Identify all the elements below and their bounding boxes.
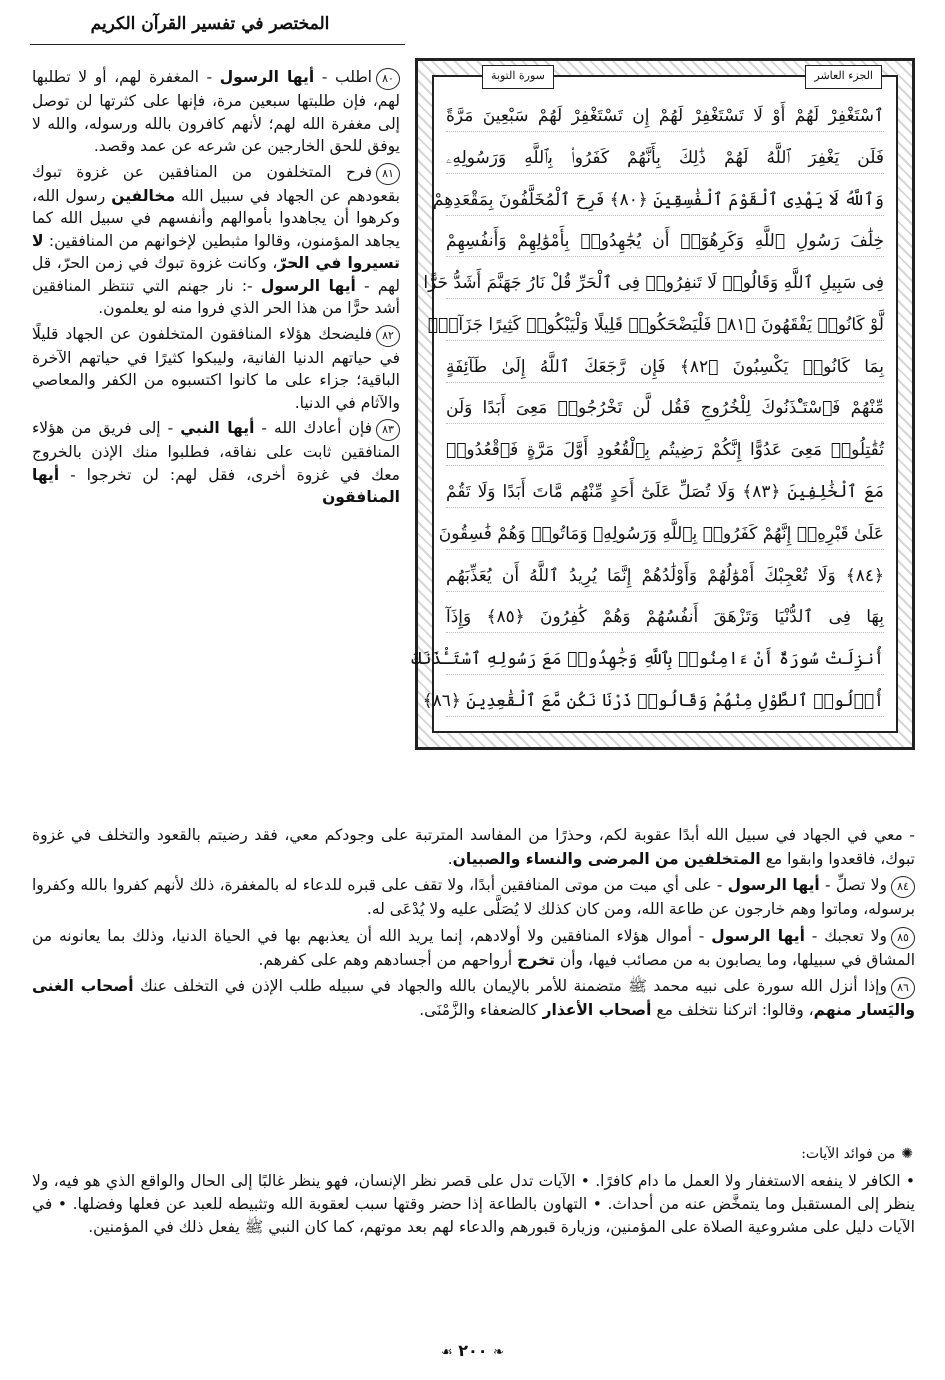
verse-line: وَٱللَّهُ لَا يَهْدِى ٱلْقَوْمَ ٱلْفَٰسِقِينَ ﴿٨٠﴾ فَرِحَ ٱلْمُخَلَّفُونَ بِمَقْعَدِهِمْ [446,185,884,216]
verse-number-badge: ٨٢ [376,325,400,347]
verse-line: فِى سَبِيلِ ٱللَّهِ وَقَالُوا۟ لَا تَنفِرُوا۟ فِى ٱلْحَرِّ قُلْ نَارُ جَهَنَّمَ أَشَدُّ حَرًّا [446,268,884,299]
book-title: المختصر في تفسير القرآن الكريم [90,14,330,34]
verse-line: ٱسْتَغْفِرْ لَهُمْ أَوْ لَا تَسْتَغْفِرْ لَهُمْ إِن تَسْتَغْفِرْ لَهُمْ سَبْعِينَ مَرَّةً [446,101,884,132]
tafsir-entry-80: ٨٠اطلب - أيها الرسول - المغفرة لهم، أو لا تطلبها لهم، فإن طلبتها سبعين مرة، فإنها على كثرتها لن توصل إلى مغفرة الله لهم؛ لأنهم كافرون بالله ورسوله، والله لا يوفق للحق الخارجين عن شرعه عن عمد وقصد. [32,68,400,155]
page-number: ❧ ٢٠٠ ☙ [440,1341,504,1360]
verse-line: ﴿٨٤﴾ وَلَا تُعْجِبْكَ أَمْوَٰلُهُمْ وَأَوْلَٰدُهُمْ إِنَّمَا يُرِيدُ ٱللَّهُ أَن يُعَذِّبَهُم [446,561,884,592]
verse-line: بِهَا فِى ٱلدُّنْيَا وَتَزْهَقَ أَنفُسُهُمْ وَهُمْ كَٰفِرُونَ ﴿٨٥﴾ وَإِذَآ [446,602,884,633]
verse-number-badge: ٨٠ [376,68,400,90]
benefits-title: من فوائد الآيات: [801,1146,896,1162]
verse-line: بِمَا كَانُوا۟ يَكْسِبُونَ ﴿٨٢﴾ فَإِن رَّجَعَكَ ٱللَّهُ إِلَىٰ طَآئِفَةٍ [446,352,884,383]
tafsir-entry-82: ٨٢فليضحك هؤلاء المنافقون المتخلفون عن الجهاد قليلًا في حياتهم الدنيا الفانية، وليبكوا كثيرًا في حياتهم الآخرة الباقية؛ جزاء على ما كانوا اكتسبوه من الكفر والمعاصي والآثام في الدنيا. [32,324,400,412]
tafsir-entry-81: ٨١فرح المتخلفون من المنافقين عن غزوة تبوك بقعودهم عن الجهاد في سبيل الله مخالفين رسول الله، وكرهوا أن يجاهدوا بأموالهم وأنفسهم في سبيل الله كما يجاهد المؤمنون، وقالوا مثبطين لإخوانهم من المنافقين: لا تسيروا في الحرّ، وكانت غزوة تبوك في زمن الحرّ، قل لهم - أيها الرسول -: نار جهنم التي تنتظر المنافقين أشد حرًّا من هذا الحر الذي فروا منه لو يعلمون. [32,162,400,317]
tafsir-entry-83-end: - معي في الجهاد في سبيل الله أبدًا عقوبة لكم، وحذرًا من المفاسد المترتبة على وجودكم معي، فقد رضيتم بالقعود والتخلف في غزوة تبوك، فاقعدوا وابقوا مع المتخلفين من المرضى والنساء والصبيان. [32,826,915,868]
verse-line: أُو۟لُوا۟ ٱلطَّوْلِ مِنْهُمْ وَقَالُوا۟ ذَرْنَا نَكُن مَّعَ ٱلْقَٰعِدِينَ ﴿٨٦﴾ [446,686,884,717]
verse-line: عَلَىٰ قَبْرِهِۦٓ إِنَّهُمْ كَفَرُوا۟ بِٱللَّهِ وَرَسُولِهِۦ وَمَاتُوا۟ وَهُمْ فَٰسِقُونَ [446,519,884,550]
quran-verses [411,101,884,717]
tafsir-entry-84: ٨٤ولا تصلِّ - أيها الرسول - على أي ميت من موتى المنافقين أبدًا، ولا تقف على قبره للدعاء له بالمغفرة، ذلك لأنهم كفروا بالله وكفروا برسوله، وماتوا وهم خارجون عن طاعة الله، ومن كان كذلك لا يُصَلَّى عليه ولا يُدْعَى له. [32,876,915,918]
flower-ornament-icon: ✺ [901,1146,913,1162]
verse-number-badge: ٨٣ [376,419,400,441]
ornament-icon: ❧ [493,1345,504,1360]
tafsir-full-width [32,824,915,1026]
verse-number-badge: ٨٥ [891,927,915,949]
verse-line: فَلَن يَغْفِرَ ٱللَّهُ لَهُمْ ذَٰلِكَ بِأَنَّهُمْ كَفَرُوا۟ بِٱللَّهِ وَرَسُولِهِۦ [446,143,884,174]
juz-label: الجزء العاشر [805,65,882,89]
verse-number-badge: ٨٤ [891,876,915,898]
tafsir-entry-85: ٨٥ولا تعجبك - أيها الرسول - أموال هؤلاء المنافقين ولا أولادهم، إنما يريد الله أن يعذبهم بها في الحياة الدنيا، وذلك بما يعانونه من المشاق في سبيلها، وما يصابون به من مصائب فيها، وأن تخرج أرواحهم من أجسادهم وهم على كفرهم. [32,926,915,969]
surah-label: سورة التوبة [482,65,554,89]
verse-line: لَّوْ كَانُوا۟ يَفْقَهُونَ ﴿٨١﴾ فَلْيَضْحَكُوا۟ قَلِيلًا وَلْيَبْكُوا۟ كَثِيرًا جَزَآءًۢ [446,310,884,341]
verse-number-badge: ٨٦ [891,977,915,999]
benefits-heading [801,1146,913,1162]
verse-line: أُنزِلَتْ سُورَةٌ أَنْ ءَامِنُوا۟ بِٱللَّهِ وَجَٰهِدُوا۟ مَعَ رَسُولِهِ ٱسْتَـْٔذَنَكَ [446,644,884,675]
verse-number-badge: ٨١ [376,163,400,185]
benefits-text: • الكافر لا ينفعه الاستغفار ولا العمل ما دام كافرًا. • الآيات تدل على قصر نظر الإنسان، فهو ينظر غالبًا إلى الحال والواقع الذي هو فيه، ولا ينظر إلى المستقبل وما يتمخَّض عنه من أحداث. • التهاون بالطاعة إذا حضر وقتها سبب لعقوبة الله وتثبيطه للعبد عن فعلها وفضلها. • في الآيات دليل على مشروعية الصلاة على المؤمنين، وزيارة قبورهم والدعاء لهم بعد موتهم، كما كان النبي ﷺ يفعل ذلك في المؤمنين. [32,1172,915,1236]
quran-frame [411,58,915,750]
tafsir-entry-83-start: ٨٣فإن أعادك الله - أيها النبي - إلى فريق من هؤلاء المنافقين ثابت على نفاقه، فطلبوا منك الإذن بالخروج معك في غزوة أخرى، فقل لهم: لن تخرجوا - أيها المنافقون [32,419,400,506]
verse-line: خِلَٰفَ رَسُولِ ٱللَّهِ وَكَرِهُوٓا۟ أَن يُجَٰهِدُوا۟ بِأَمْوَٰلِهِمْ وَأَنفُسِهِمْ [446,226,884,257]
tafsir-entry-86: ٨٦وإذا أنزل الله سورة على نبيه محمد ﷺ متضمنة للأمر بالإيمان بالله والجهاد في سبيله طلب الإذن في التخلف عنك أصحاب الغنى واليَسار منهم، وقالوا: اتركنا نتخلف مع أصحاب الأعذار كالضعفاء والزَّمْنَى. [32,977,915,1019]
header-divider [30,44,405,45]
verse-line: مَعَ ٱلْخَٰلِفِينَ ﴿٨٣﴾ وَلَا تُصَلِّ عَلَىٰٓ أَحَدٍ مِّنْهُم مَّاتَ أَبَدًا وَلَا تَقُمْ [446,477,884,508]
tafsir-side-column [32,66,400,512]
verse-line: تُقَٰتِلُوا۟ مَعِىَ عَدُوًّا إِنَّكُمْ رَضِيتُم بِٱلْقُعُودِ أَوَّلَ مَرَّةٍ فَٱقْعُدُوا۟ [446,435,884,466]
verse-line: مِّنْهُمْ فَٱسْتَـْٔذَنُوكَ لِلْخُرُوجِ فَقُل لَّن تَخْرُجُوا۟ مَعِىَ أَبَدًا وَلَن [446,393,884,424]
quran-inner-panel [411,69,898,733]
ornament-icon: ☙ [440,1345,453,1360]
